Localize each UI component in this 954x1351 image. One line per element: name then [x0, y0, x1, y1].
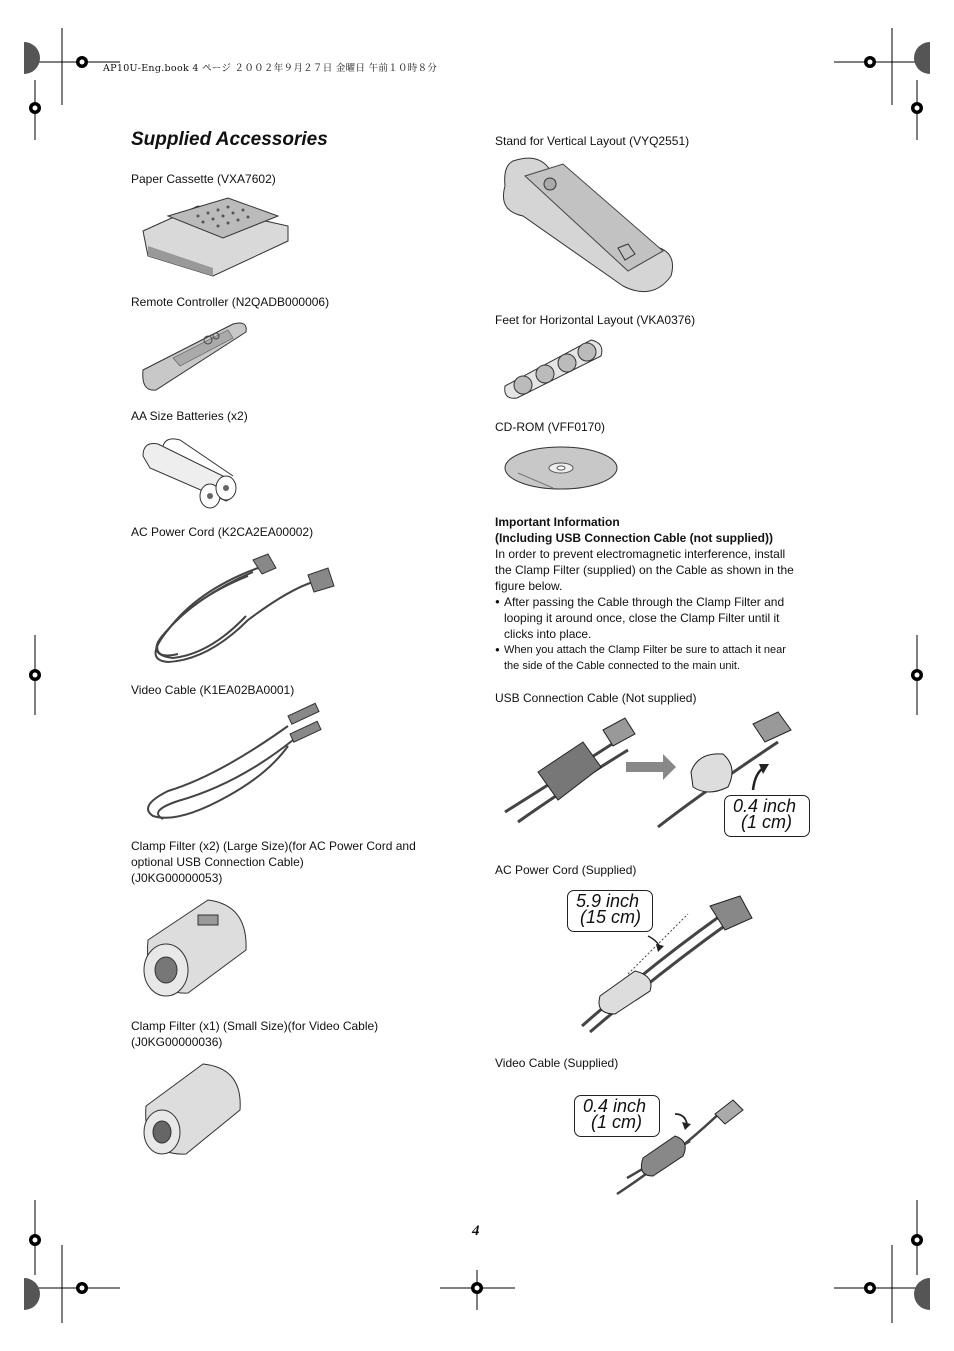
bullet-item: ● After passing the Cable through the Clamp Filter and looping it around once, close the Clamp Filter until it clicks into place. [495, 595, 785, 641]
important-information: Important Information (Including USB Connection Cable (not supplied)) In order to prevent electromagnetic interference, install the Clamp Filter (supplied) on the Cable as shown in the figure below. ● After passing the Cable through the Clamp Filter and looping it around once, close the Clamp Filter until it clicks into place. ● When you attach the Clamp Filter be sure to attach it near the side of the Cable connected to the main unit. [495, 514, 825, 674]
bullet-icon: ● [495, 597, 500, 606]
bullet-icon: ● [495, 645, 500, 654]
item-label-video-cable: Video Cable (K1EA02BA0001) [131, 683, 295, 697]
video-cable-illustration [138, 706, 338, 826]
running-head: AP10U-Eng.book 4 ページ ２００２年９月２７日 金曜日 午前１０時８分 [103, 63, 438, 74]
stand-illustration [503, 156, 675, 298]
clamp-filter-small-illustration [138, 1058, 246, 1162]
figure-label-ac: AC Power Cord (Supplied) [495, 863, 637, 877]
page-number: 4 [472, 1223, 480, 1239]
bullet-item: ● When you attach the Clamp Filter be sure to attach it near the side of the Cable connected to the main unit. [495, 644, 786, 672]
ac-power-cord-illustration [138, 550, 338, 670]
remote-controller-illustration [138, 320, 250, 395]
item-label-remote-controller: Remote Controller (N2QADB000006) [131, 295, 330, 309]
item-label-clamp-filter-small: Clamp Filter (x1) (Small Size)(for Video Cable) (J0KG00000036) [131, 1019, 379, 1049]
item-label-ac-power-cord: AC Power Cord (K2CA2EA00002) [131, 525, 314, 539]
video-callout: 0.4 inch (1 cm) [574, 1095, 660, 1137]
paper-cassette-illustration [138, 196, 293, 281]
batteries-illustration [138, 436, 238, 511]
section-title: Supplied Accessories [131, 129, 328, 150]
usb-callout: 0.4 inch (1 cm) [724, 795, 810, 837]
item-label-cd-rom: CD-ROM (VFF0170) [495, 420, 606, 434]
item-label-stand: Stand for Vertical Layout (VYQ2551) [495, 134, 690, 148]
item-label-feet: Feet for Horizontal Layout (VKA0376) [495, 313, 696, 327]
item-label-batteries: AA Size Batteries (x2) [131, 409, 248, 423]
figure-label-usb: USB Connection Cable (Not supplied) [495, 691, 697, 705]
figure-label-video: Video Cable (Supplied) [495, 1056, 619, 1070]
cd-rom-illustration [503, 445, 619, 491]
item-label-clamp-filter-large: Clamp Filter (x2) (Large Size)(for AC Power Cord and optional USB Connection Cable) (J0KG00000053) [131, 839, 416, 885]
ac-callout: 5.9 inch (15 cm) [567, 890, 653, 932]
clamp-filter-large-illustration [138, 895, 250, 1003]
feet-illustration [503, 338, 605, 400]
item-label-paper-cassette: Paper Cassette (VXA7602) [131, 172, 276, 186]
